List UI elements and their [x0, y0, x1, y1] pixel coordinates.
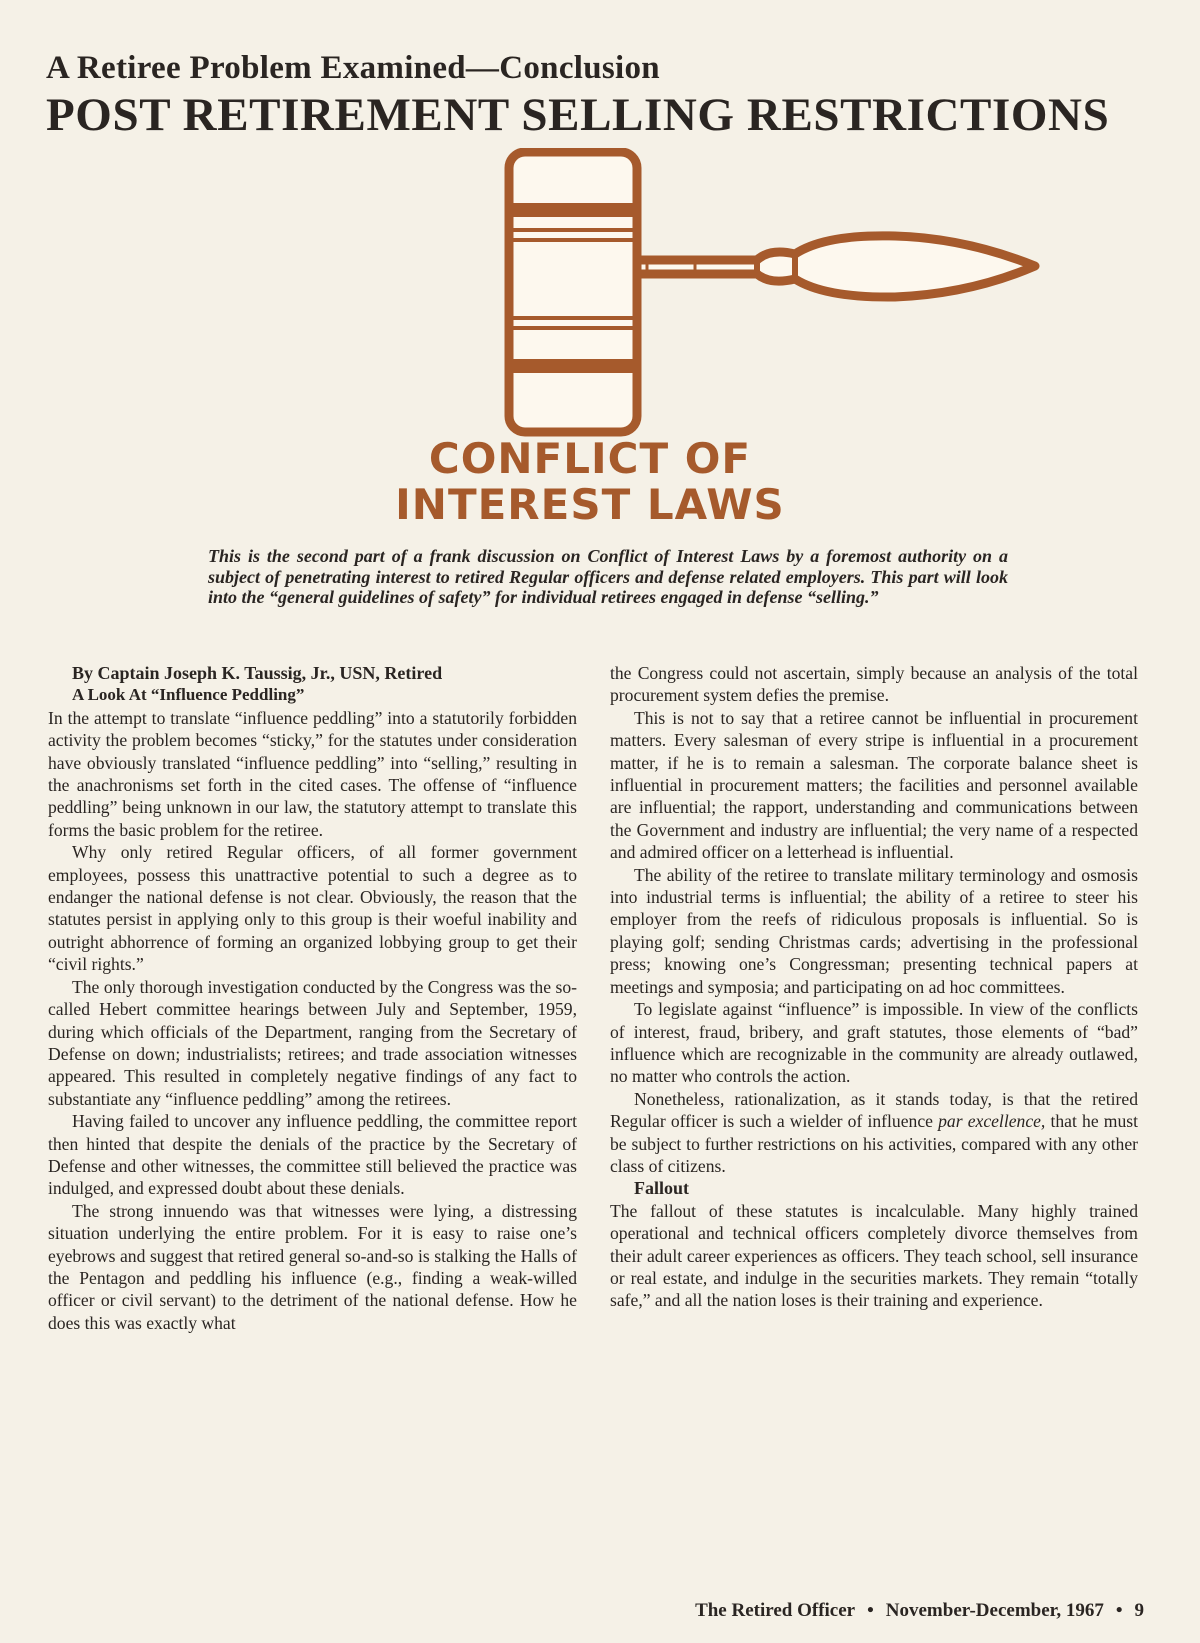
paragraph: Having failed to uncover any influence peddling, the committee report then hinted that despite the denials of the practice by the Secretary of Defense and other witnesses, the committee still believed the practice was indulged, and expressed doubt about these denials.	[48, 1111, 577, 1199]
page-number: 9	[1134, 1600, 1144, 1621]
paragraph: The only thorough investigation conducted by the Congress was the so-called Hebert committee hearings between July and September, 1959, during which officials of the Department, ranging from the Secretary of Defense on down; industrialists; retirees; and trade association witnesses appeared. This resulted in completely negative findings of any fact to substantiate any “influence peddling” among the retirees.	[48, 976, 577, 1109]
publication-name: The Retired Officer	[695, 1600, 856, 1621]
paragraph: In the attempt to translate “influence peddling” into a statutorily forbidden activity the problem becomes “sticky,” for the statutes under consideration have obviously translated “influence peddling” into “selling,” resulting in the anachronisms set forth in the cited cases. The offense of “influence peddling” being unknown in our law, the statutory attempt to translate this forms the basic problem for the retiree.	[48, 707, 577, 840]
illustration-title-line-1: CONFLICT OF	[428, 434, 752, 483]
paragraph: The strong innuendo was that witnesses were lying, a distressing situation underlying the entire problem. For it is easy to raise one’s eyebrows and suggest that retired general so-and-so is stalking the Halls of the Pentagon and peddling his influence (e.g., finding a weak-willed officer or civil servant) to the detriment of the national defense. How he does this was exactly what	[48, 1200, 577, 1333]
paragraph	[610, 1088, 1138, 1178]
byline: By Captain Joseph K. Taussig, Jr., USN, Retired	[72, 663, 443, 683]
paragraph-text: Nonetheless, rationalization, as it stands today, is that the retired Regular officer is such a wielder of influence	[610, 1088, 1138, 1132]
separator: •	[867, 1600, 874, 1621]
illustration-title	[380, 436, 800, 528]
separator: •	[1115, 1600, 1123, 1621]
article-intro: This is the second part of a frank discussion on Conflict of Interest Laws by a foremost authority on a subject of penetrating interest to retired Regular officers and defense related employers. This part will look into the “general guidelines of safety” for individual retirees engaged in defense “selling.”	[208, 546, 1008, 607]
issue-date: November-December, 1967	[885, 1600, 1104, 1621]
article-column-right	[610, 662, 1138, 1312]
section-heading-influence-peddling: A Look At “Influence Peddling”	[72, 685, 305, 705]
italic-phrase: par excellence,	[938, 1111, 1046, 1132]
article-column-left	[48, 662, 577, 1334]
article-kicker: A Retiree Problem Examined—Conclusion	[46, 50, 660, 86]
page-footer	[695, 1600, 1144, 1622]
illustration-title-line-2: INTEREST LAWS	[395, 480, 785, 529]
paragraph: the Congress could not ascertain, simply because an analysis of the total procurement system defies the premise.	[610, 663, 1138, 706]
paragraph-text: that he must be subject to further restrictions on his activities, compared with any other class of citizens.	[610, 1111, 1138, 1176]
section-heading-fallout: Fallout	[634, 1178, 690, 1199]
paragraph: Why only retired Regular officers, of all former government employees, possess this unattractive potential to such a degree as to endanger the national defense is not clear. Obviously, the reason that the statutes persist in applying only to this group is their woeful inability and outright abhorrence of forming an organized lobbying group to get their “civil rights.”	[48, 842, 577, 975]
paragraph: To legislate against “influence” is impossible. In view of the conflicts of interest, fraud, bribery, and graft statutes, those elements of “bad” influence which are recognizable in the community are already outlawed, no matter who controls the action.	[610, 999, 1138, 1087]
gavel-icon	[495, 148, 1055, 438]
paragraph: The fallout of these statutes is incalculable. Many highly trained operational and technical officers completely divorce themselves from their adult career experiences as officers. They teach school, sell insurance or real estate, and indulge in the securities markets. They remain “totally safe,” and all the nation loses is their training and experience.	[610, 1200, 1138, 1311]
paragraph: This is not to say that a retiree cannot be influential in procurement matters. Every salesman of every stripe is influential in a procurement matter, if he is to remain a salesman. The corporate balance sheet is influential in procurement matters; the facilities and personnel available are influential; the rapport, understanding and communications between the Government and industry are influential; the very name of a respected and admired officer on a letterhead is influential.	[610, 707, 1138, 863]
paragraph: The ability of the retiree to translate military terminology and osmosis into industrial terms is influential; the ability of a retiree to steer his employer from the reefs of ridiculous proposals is influential. So is playing golf; sending Christmas cards; advertising in the professional press; knowing one’s Congressman; presenting technical papers at meetings and symposia; and participating on ad hoc committees.	[610, 864, 1138, 997]
article-headline: POST RETIREMENT SELLING RESTRICTIONS	[46, 89, 1110, 141]
